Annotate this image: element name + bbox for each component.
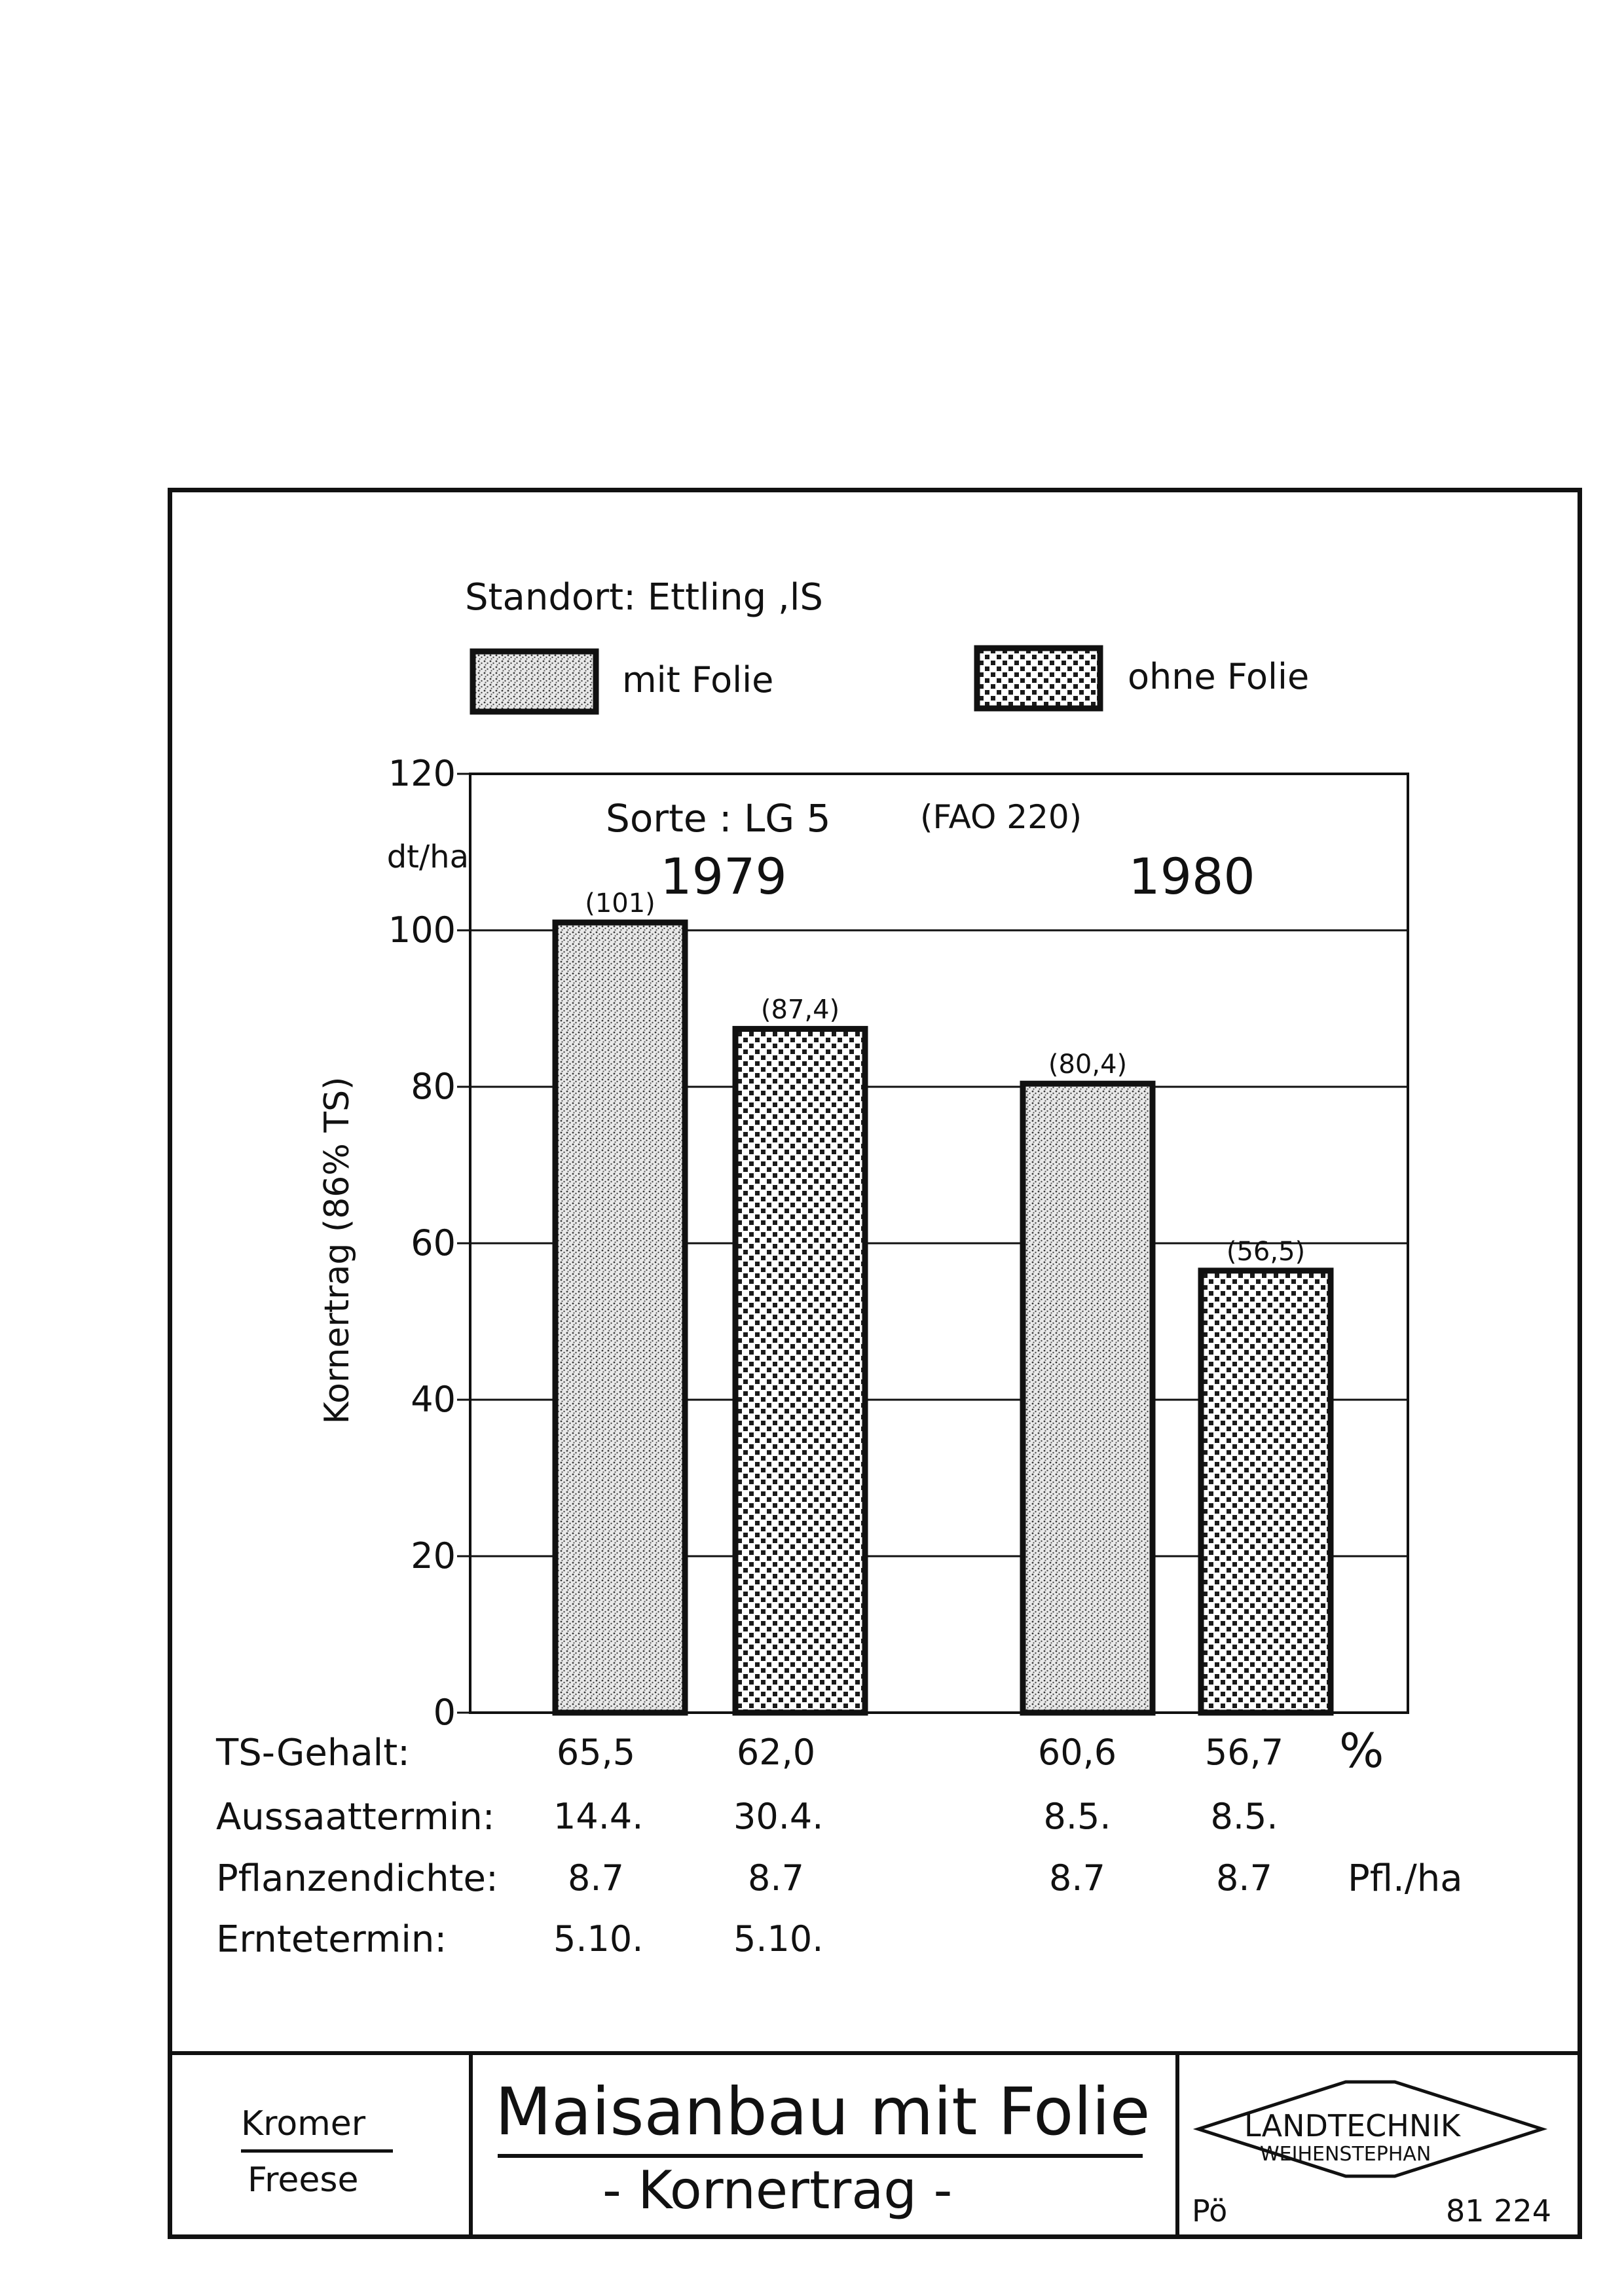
fao-label: (FAO 220) [920,798,1082,836]
year-label-1980: 1980 [1128,847,1255,905]
table-cell: 8.7 [748,1857,804,1899]
table-row-label: Aussaattermin: [216,1796,495,1838]
bar-1980-1 [1201,1271,1331,1713]
table-cell: 5.10. [733,1918,824,1959]
author-2: Freese [248,2160,359,2200]
y-axis-label: Kornertrag (86% TS) [318,1076,357,1425]
table-row-unit: % [1339,1723,1384,1778]
legend-label-ohne-folie: ohne Folie [1128,656,1310,697]
table-cell: 8.7 [1216,1857,1272,1899]
bar-1980-0 [1023,1084,1153,1713]
table-row-unit: Pfl./ha [1348,1857,1463,1900]
title-underline [498,2154,1143,2158]
legend-label-mit-folie: mit Folie [622,659,774,701]
logo-line2: WEIHENSTEPHAN [1260,2143,1431,2166]
drawing-code-left: Pö [1192,2193,1228,2229]
table-cell: 14.4. [553,1796,644,1837]
author-1: Kromer [241,2104,366,2143]
y-tick-label: 40 [411,1379,456,1420]
y-tick-label: 20 [411,1535,456,1576]
table-cell: 8.5. [1043,1796,1111,1837]
table-row-label: Pflanzendichte: [216,1857,498,1900]
table-cell: 62,0 [736,1732,816,1773]
drawing-code-right: 81 224 [1446,2193,1551,2229]
sorte-label: Sorte : LG 5 [606,796,831,841]
table-row-label: Erntetermin: [216,1918,447,1961]
y-tick-label: 80 [411,1066,456,1107]
bar-value-label: (80,4) [1048,1049,1128,1080]
bar-value-label: (56,5) [1226,1236,1306,1267]
table-cell: 65,5 [556,1732,636,1773]
y-tick-label: 60 [411,1222,456,1264]
table-cell: 8.5. [1210,1796,1278,1837]
table-cell: 56,7 [1204,1732,1284,1773]
bar-1979-0 [555,922,685,1713]
bar-value-label: (101) [585,888,655,919]
y-tick-label: 0 [433,1692,456,1733]
drawing-subtitle: - Kornertrag - [602,2160,953,2221]
table-cell: 30.4. [733,1796,824,1837]
drawing-title: Maisanbau mit Folie [495,2073,1151,2150]
standort-label: Standort: Ettling ,lS [465,576,823,619]
bar-value-label: (87,4) [760,994,840,1025]
bar-1979-1 [735,1029,865,1713]
logo-line1: LANDTECHNIK [1244,2108,1460,2143]
year-label-1979: 1979 [660,847,787,905]
table-row-label: TS-Gehalt: [216,1732,411,1774]
table-cell: 8.7 [1049,1857,1105,1899]
author-rule [241,2149,393,2153]
y-tick-label: 120 [388,753,456,794]
table-cell: 60,6 [1037,1732,1117,1773]
table-cell: 5.10. [553,1918,644,1959]
y-unit-label: dt/ha [386,839,469,875]
y-tick-label: 100 [388,909,456,951]
table-cell: 8.7 [568,1857,624,1899]
